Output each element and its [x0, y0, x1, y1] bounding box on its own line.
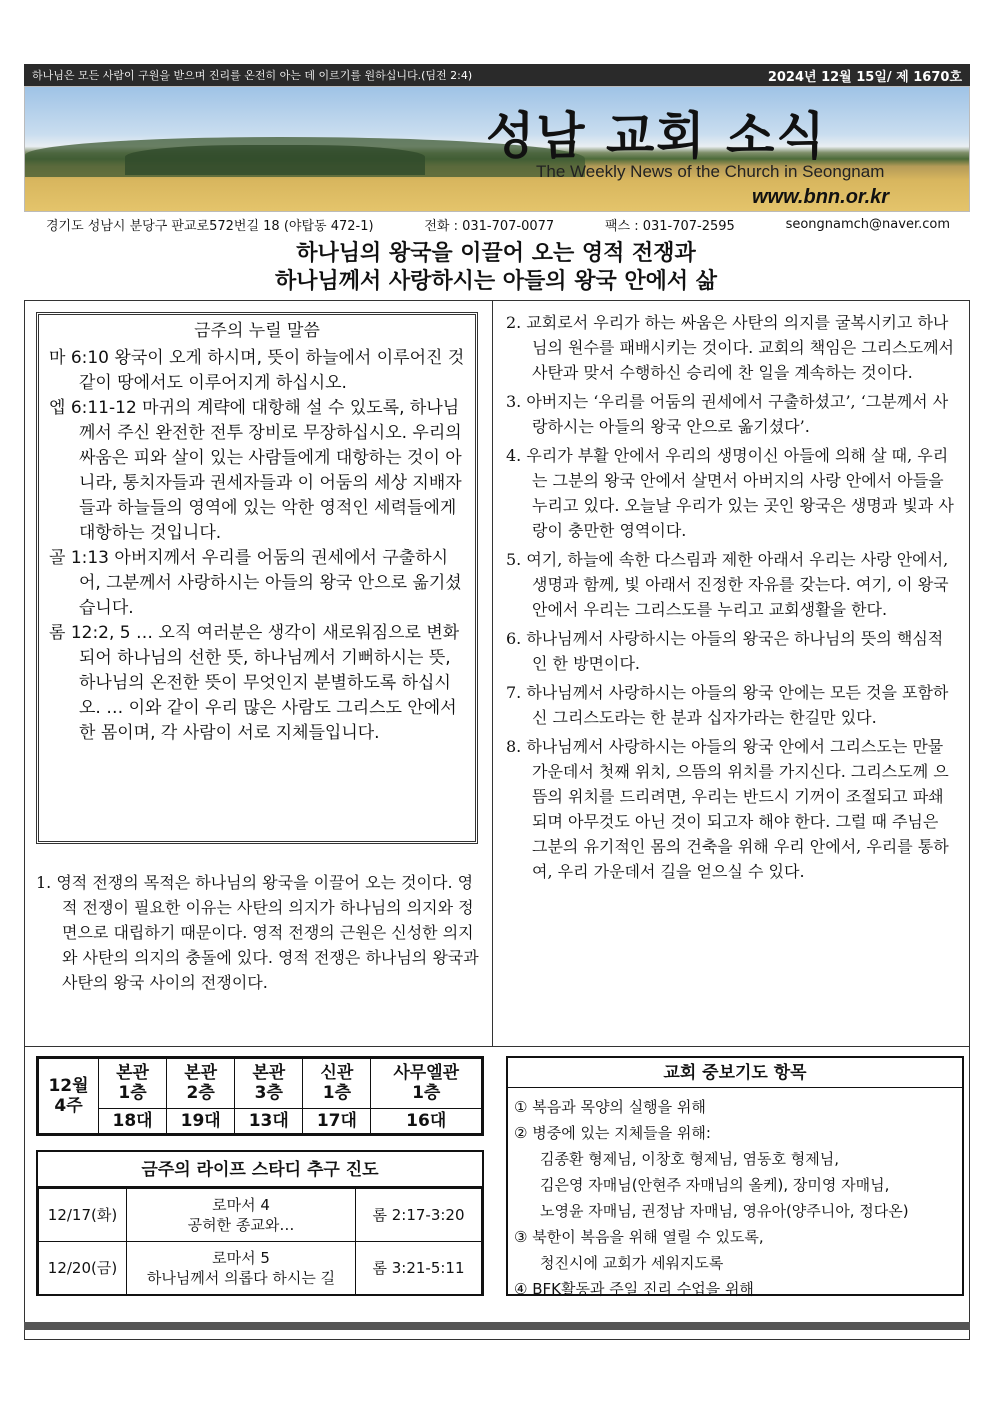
- study-book: 로마서 4: [212, 1196, 270, 1214]
- right-points: [506, 310, 958, 888]
- schedule-group: 18대: [99, 1108, 167, 1133]
- newsletter-subtitle: The Weekly News of the Church in Seongnam: [536, 162, 885, 181]
- study-range: 롬 3:21-5:11: [356, 1242, 482, 1295]
- point-8: 8. 하나님께서 사랑하시는 아들의 왕국 안에서 그리스도는 만물 가운데서 첫째 위치, 으뜸의 위치를 가지신다. 그리스도께 으뜸의 위치를 드리려면, 우리는 반드시 기꺼이 조절되고 파쇄되며 아무것도 아닌 것이 되고자 해야 한다. 그럴 때 주님은 그분의 유기적인 몸의 건축을 위해 우리 안에서, 우리를 통하여, 우리 가운데서 길을 얻으실 수 있다.: [506, 737, 949, 881]
- headline: [0, 240, 992, 296]
- verse: 엡 6:11-12 마귀의 계략에 대항해 설 수 있도록, 하나님께서 주신 완전한 전투 장비로 무장하십시오. 우리의 싸움은 피와 살이 있는 사람들에게 대항하는 것이 아니라, 통치자들과 권세자들과 이 어둠의 세상 지배자들과 하늘들의 영역에 있는 악한 영적인 세력들에게 대항하는 것입니다.: [49, 398, 462, 543]
- study-topic: [127, 1189, 356, 1242]
- study-topic-text: 하나님께서 의롭다 하시는 길: [146, 1269, 336, 1287]
- verse: 골 1:13 아버지께서 우리를 어둠의 권세에서 구출하시어, 그분께서 사랑하시는 아들의 왕국 안으로 옮기셨습니다.: [49, 548, 462, 618]
- prayer-item: 김은영 자매님(안현주 자매님의 올케), 장미영 자매님,: [540, 1176, 890, 1194]
- point-2: 2. 교회로서 우리가 하는 싸움은 사탄의 의지를 굴복시키고 하나님의 원수를 패배시키는 것이다. 교회의 책임은 그리스도께서 사탄과 맞서 수행하신 승리에 찬 일을 계속하는 것이다.: [506, 313, 955, 382]
- verse: 마 6:10 왕국이 오게 하시며, 뜻이 하늘에서 이루어진 것같이 땅에서도 이루어지게 하십시오.: [49, 348, 465, 393]
- schedule-place: 사무엘관 1층: [371, 1059, 482, 1109]
- website-link[interactable]: www.bnn.or.kr: [752, 186, 890, 208]
- fax: 팩스 : 031-707-2595: [604, 218, 735, 234]
- schedule-week-num: 4주: [54, 1096, 83, 1116]
- point-3: 3. 아버지는 ‘우리를 어둠의 권세에서 구출하셨고’, ‘그분께서 사랑하시는 아들의 왕국 안으로 옮기셨다’.: [506, 392, 949, 436]
- schedule-group: 16대: [371, 1108, 482, 1133]
- prayer-item: ① 복음과 목양의 실행을 위해: [514, 1098, 706, 1116]
- contact-line: [24, 213, 970, 235]
- point-5: 5. 여기, 하늘에 속한 다스림과 제한 아래서 우리는 사랑 안에서, 생명과 함께, 빛 아래서 진정한 자유를 갖는다. 여기, 이 왕국 안에서 우리는 그리스도를 누리고 교회생활을 한다.: [506, 550, 949, 619]
- point-7: 7. 하나님께서 사랑하시는 아들의 왕국 안에는 모든 것을 포함하신 그리스도라는 한 분과 십자가라는 한길만 있다.: [506, 683, 949, 727]
- schedule-place: 본관 2층: [167, 1059, 235, 1109]
- scripture-box: [36, 312, 478, 844]
- prayer-item: 김종환 형제님, 이창호 형제님, 염동호 형제님,: [540, 1150, 839, 1168]
- point-4: 4. 우리가 부활 안에서 우리의 생명이신 아들에 의해 살 때, 우리는 그분의 왕국 안에서 살면서 아버지의 사랑 안에서 아들을 누리고 있다. 오늘날 우리가 있는 곳인 왕국은 생명과 빛과 사랑이 충만한 영역이다.: [506, 446, 954, 540]
- column-divider: [492, 300, 493, 1046]
- study-topic-text: 공허한 종교와…: [187, 1216, 295, 1234]
- schedule-place: 본관 1층: [99, 1059, 167, 1109]
- issue-date: 2024년 12월 15일/ 제 1670호: [767, 69, 962, 85]
- schedule-group: 17대: [303, 1108, 371, 1133]
- prayer-item: ③ 북한이 복음을 위해 열릴 수 있도록,: [514, 1228, 764, 1246]
- schedule-place: 신관 1층: [303, 1059, 371, 1109]
- headline-line-1: 하나님의 왕국을 이끌어 오는 영적 전쟁과: [296, 241, 696, 266]
- prayer-item: ② 병중에 있는 지체들을 위해:: [514, 1124, 711, 1142]
- address: 경기도 성남시 분당구 판교로572번길 18 (야탑동 472-1): [46, 218, 374, 234]
- phone: 전화 : 031-707-0077: [424, 218, 555, 234]
- prayer-item: ④ BFK활동과 주일 진리 수업을 위해: [514, 1280, 754, 1298]
- bottom-bar: [24, 1322, 970, 1330]
- prayer-box: [506, 1056, 964, 1296]
- schedule-month: 12월: [48, 1076, 89, 1096]
- banner-trees: [125, 145, 425, 175]
- table-row: [39, 1242, 482, 1295]
- prayer-title: 교회 중보기도 항목: [508, 1058, 962, 1088]
- scripture-title: 금주의 누릴 말씀: [194, 321, 320, 341]
- prayer-item: 청진시에 교회가 세워지도록: [540, 1254, 724, 1272]
- point-1: 1. 영적 전쟁의 목적은 하나님의 왕국을 이끌어 오는 것이다. 영적 전쟁이 필요한 이유는 사탄의 의지가 하나님의 의지와 정면으로 대립하기 때문이다. 영적 전쟁의 근원은 신성한 의지와 사탄의 의지의 충돌에 있다. 영적 전쟁은 하나님의 왕국과 사탄의 왕국 사이의 전쟁이다.: [36, 873, 479, 992]
- life-study-title: 금주의 라이프 스타디 추구 진도: [38, 1152, 482, 1188]
- meeting-schedule: [36, 1056, 484, 1136]
- schedule-group: 13대: [235, 1108, 303, 1133]
- section-divider: [24, 1046, 970, 1047]
- point-6: 6. 하나님께서 사랑하시는 아들의 왕국은 하나님의 뜻의 핵심적인 한 방면이다.: [506, 629, 944, 673]
- schedule-week: [39, 1059, 99, 1134]
- life-study-box: [36, 1150, 484, 1296]
- table-row: [39, 1189, 482, 1242]
- study-range: 롬 2:17-3:20: [356, 1189, 482, 1242]
- study-book: 로마서 5: [212, 1249, 270, 1267]
- headline-line-2: 하나님께서 사랑하시는 아들의 왕국 안에서 삶: [274, 269, 718, 294]
- email-link[interactable]: seongnamch@naver.com: [785, 216, 950, 232]
- newsletter-title: 성남 교회 소식: [486, 107, 827, 165]
- study-date: 12/17(화): [39, 1189, 127, 1242]
- schedule-group: 19대: [167, 1108, 235, 1133]
- study-topic: [127, 1242, 356, 1295]
- verse: 롬 12:2, 5 … 오직 여러분은 생각이 새로워짐으로 변화되어 하나님의 선한 뜻, 하나님께서 기뻐하시는 뜻, 하나님의 온전한 뜻이 무엇인지 분별하도록 하십시오. … 이와 같이 우리 많은 사람도 그리스도 안에서 한 몸이며, 각 사람이 서로 지체들입니다.: [49, 623, 460, 743]
- motto: 하나님은 모든 사람이 구원을 받으며 진리를 온전히 아는 데 이르기를 원하십니다.(딤전 2:4): [32, 69, 473, 82]
- left-points: [36, 870, 484, 995]
- top-bar: [24, 64, 970, 86]
- study-date: 12/20(금): [39, 1242, 127, 1295]
- schedule-place: 본관 3층: [235, 1059, 303, 1109]
- prayer-item: 노영윤 자매님, 권정남 자매님, 영유아(양주니아, 정다온): [540, 1202, 909, 1220]
